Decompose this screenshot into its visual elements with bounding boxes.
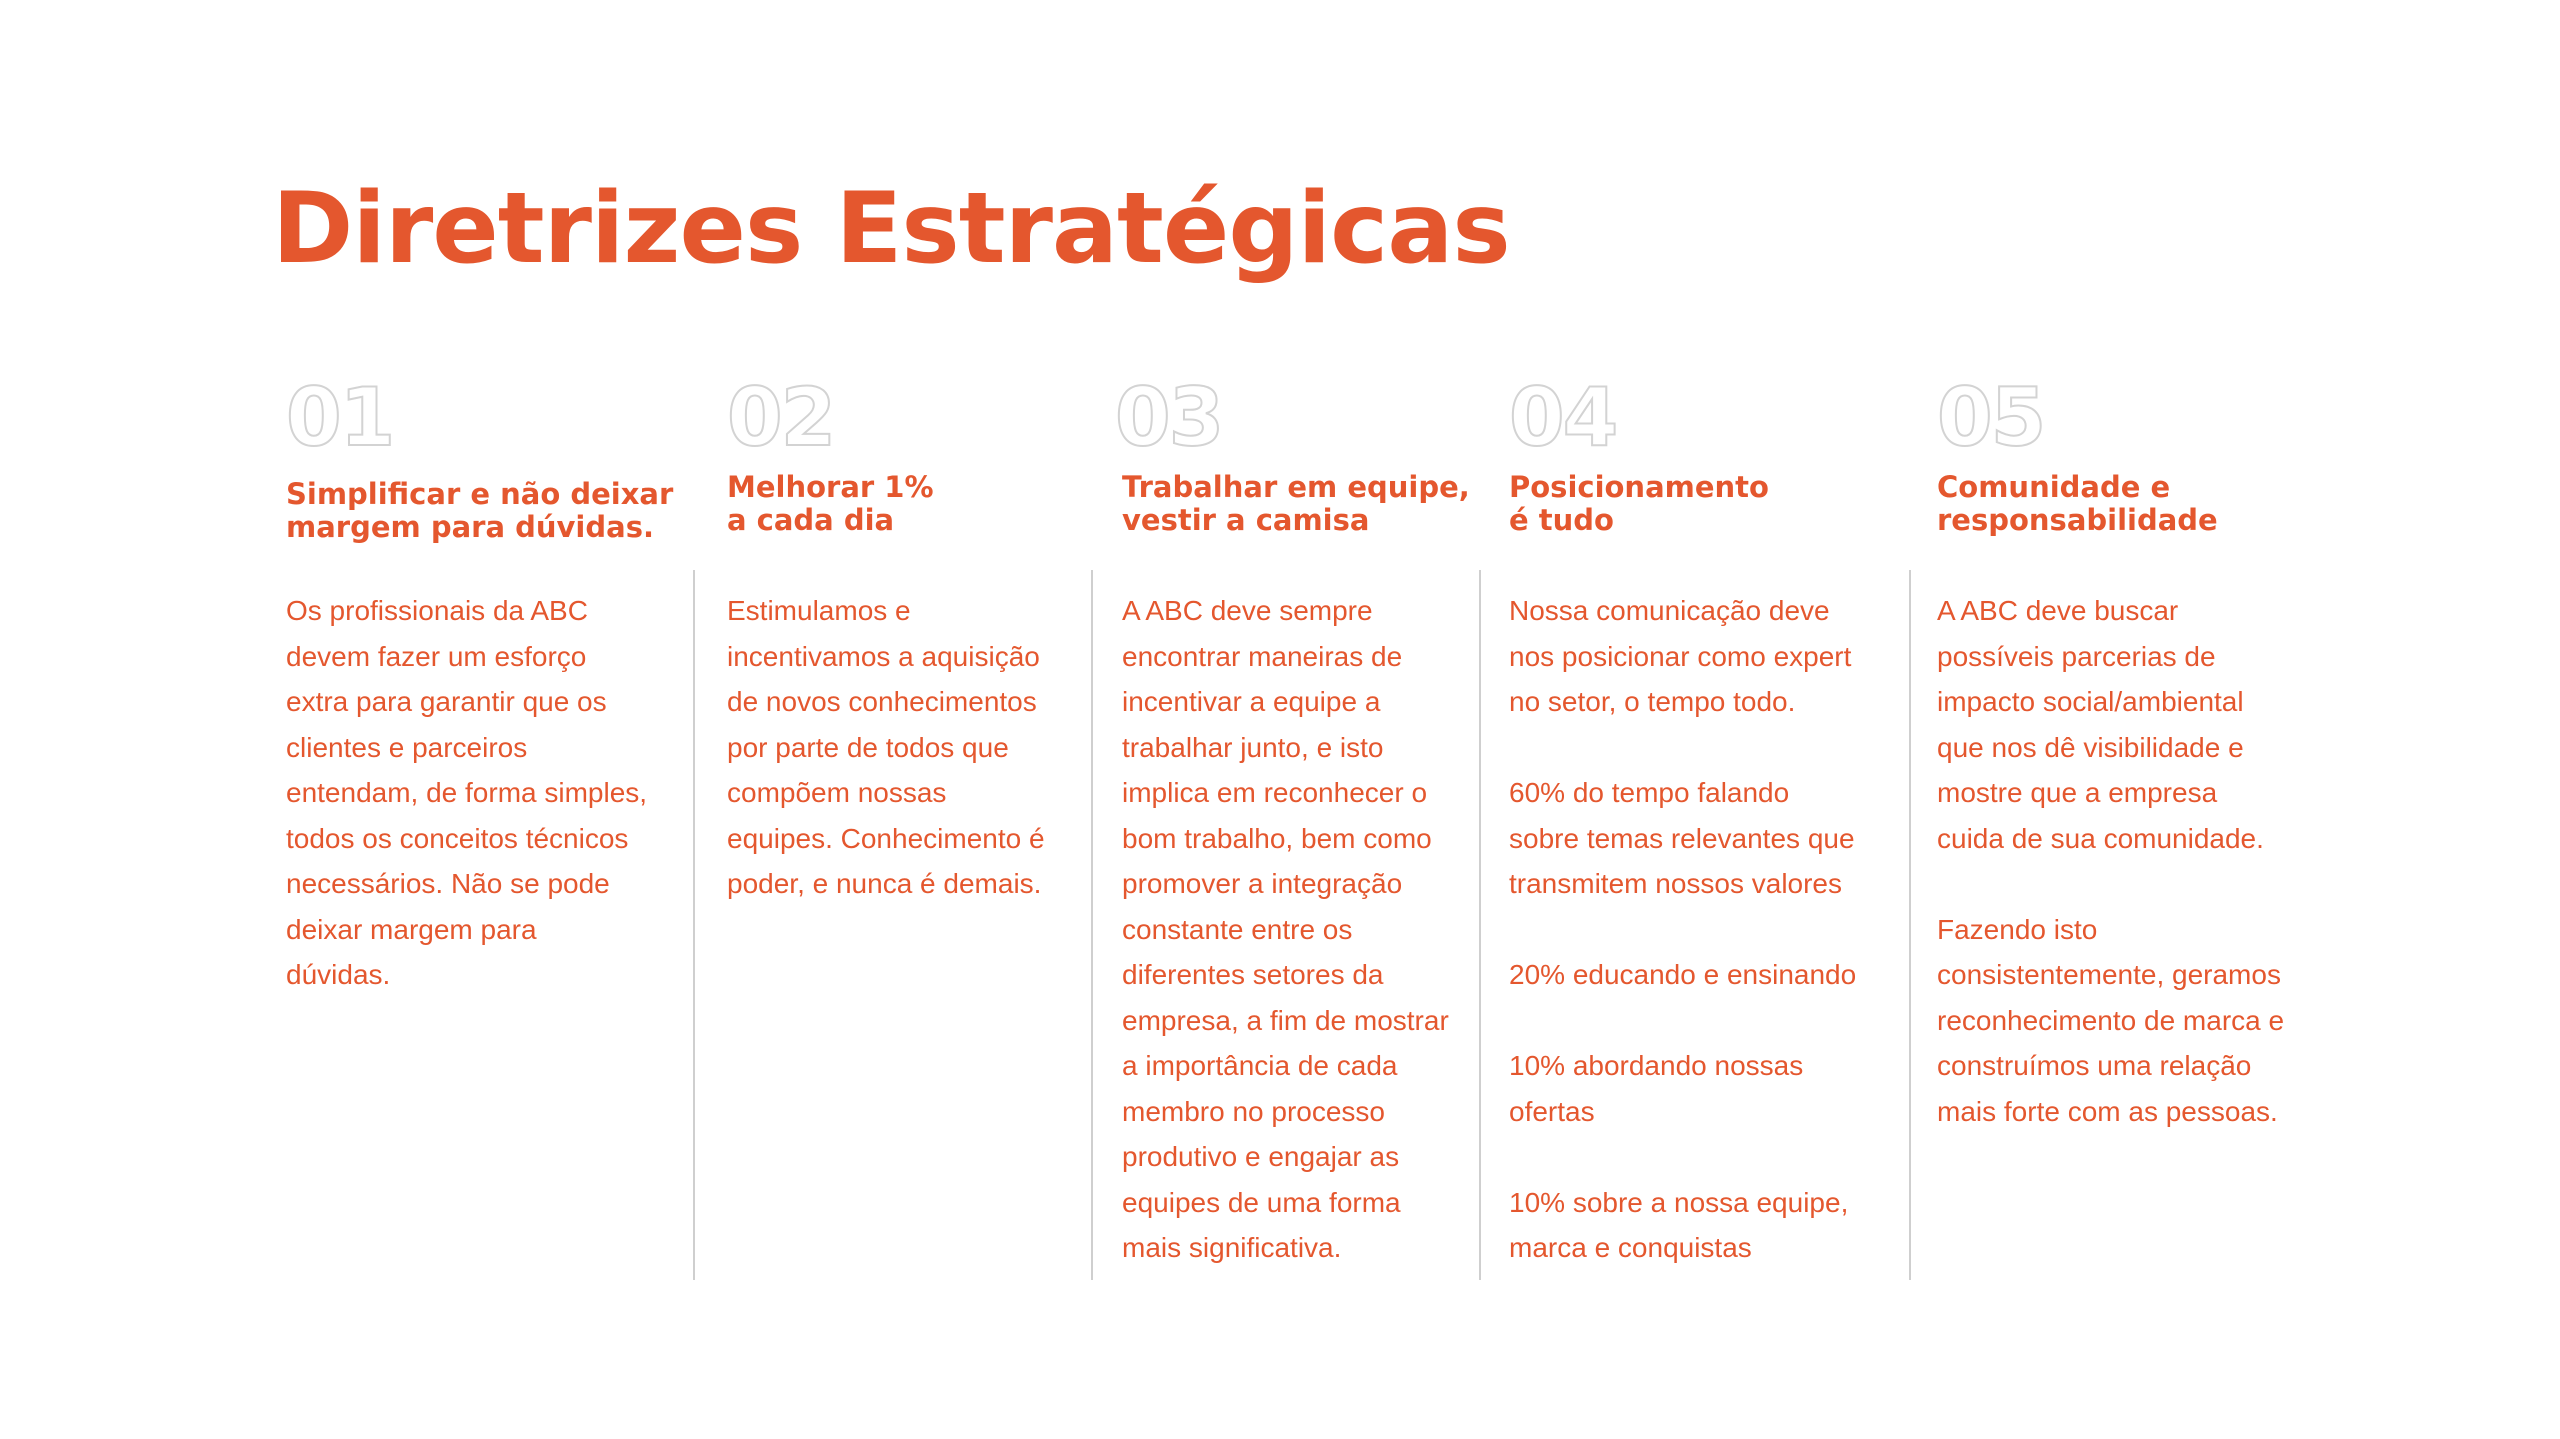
body-line: necessários. Não se pode: [286, 868, 610, 899]
page-title: Diretrizes Estratégicas: [272, 172, 1510, 286]
body-line: compõem nossas: [727, 777, 947, 808]
body-line: implica em reconhecer o: [1122, 777, 1428, 808]
column-divider: [693, 570, 695, 1280]
guideline-body: [1122, 588, 1449, 1271]
heading-line: Simplificar e não deixar: [286, 477, 674, 511]
body-line: deixar margem para: [286, 913, 537, 945]
guideline-number: 05: [1937, 371, 2045, 464]
body-line: clientes e parceiros: [286, 731, 528, 763]
paragraph-gap: [1509, 907, 1856, 953]
body-line: a importância de cada: [1122, 1050, 1398, 1081]
column-divider: [1091, 570, 1093, 1280]
guideline-heading: [1122, 471, 1470, 537]
guideline-heading: [286, 478, 673, 544]
paragraph-gap: [1509, 998, 1856, 1044]
heading-line: Trabalhar em equipe,: [1122, 470, 1470, 504]
body-line: membro no processo: [1122, 1095, 1386, 1127]
body-line: sobre temas relevantes que: [1509, 822, 1855, 854]
body-line: 60% do tempo falando: [1509, 777, 1790, 808]
body-line: todos os conceitos técnicos: [286, 822, 629, 854]
heading-line: responsabilidade: [1937, 503, 2218, 537]
body-line: empresa, a fim de mostrar: [1122, 1004, 1449, 1036]
body-line: diferentes setores da: [1122, 959, 1384, 990]
paragraph-gap: [1509, 725, 1856, 771]
guideline-body: [1937, 588, 2284, 1134]
guideline-heading: [1509, 471, 1769, 537]
heading-line: margem para dúvidas.: [286, 510, 654, 544]
body-line: A ABC deve sempre: [1122, 595, 1373, 626]
body-line: mostre que a empresa: [1937, 777, 2218, 808]
body-line: marca e conquistas: [1509, 1232, 1752, 1263]
body-line: mais forte com as pessoas.: [1937, 1095, 2278, 1127]
body-paragraph: [1509, 588, 1856, 725]
body-line: reconhecimento de marca e: [1937, 1004, 2285, 1036]
heading-line: vestir a camisa: [1122, 503, 1370, 537]
body-line: incentivamos a aquisição: [727, 640, 1040, 672]
body-line: extra para garantir que os: [286, 686, 607, 717]
guideline-heading: [1937, 471, 2218, 537]
body-line: construímos uma relação: [1937, 1050, 2252, 1081]
body-line: entendam, de forma simples,: [286, 777, 648, 808]
body-paragraph: [1509, 1043, 1856, 1134]
body-line: possíveis parcerias de: [1937, 640, 2216, 672]
paragraph-gap: [1509, 1134, 1856, 1180]
body-line: constante entre os: [1122, 913, 1353, 945]
body-line: de novos conhecimentos: [727, 686, 1037, 717]
body-paragraph: [1509, 770, 1856, 907]
body-line: cuida de sua comunidade.: [1937, 822, 2264, 854]
column-divider: [1909, 570, 1911, 1280]
body-line: por parte de todos que: [727, 731, 1009, 763]
body-line: dúvidas.: [286, 959, 391, 990]
body-line: no setor, o tempo todo.: [1509, 686, 1796, 717]
body-paragraph: [286, 588, 647, 998]
guideline-number: 04: [1509, 371, 1617, 464]
body-line: encontrar maneiras de: [1122, 640, 1403, 672]
guideline-heading: [727, 471, 934, 537]
body-line: 10% abordando nossas: [1509, 1050, 1804, 1081]
body-line: bom trabalho, bem como: [1122, 822, 1432, 854]
body-line: Os profissionais da ABC: [286, 595, 588, 626]
body-line: Fazendo isto: [1937, 913, 2098, 945]
guideline-body: [727, 588, 1045, 907]
body-line: devem fazer um esforço: [286, 640, 587, 672]
body-line: impacto social/ambiental: [1937, 686, 2244, 717]
body-paragraph: [1122, 588, 1449, 1271]
body-line: incentivar a equipe a: [1122, 686, 1381, 717]
body-paragraph: [1937, 588, 2284, 861]
body-line: 10% sobre a nossa equipe,: [1509, 1186, 1849, 1218]
guideline-number: 02: [727, 371, 835, 464]
body-line: poder, e nunca é demais.: [727, 868, 1042, 899]
body-line: consistentemente, geramos: [1937, 959, 2281, 990]
guideline-number: 03: [1115, 371, 1223, 464]
body-line: transmitem nossos valores: [1509, 868, 1843, 899]
body-paragraph: [727, 588, 1045, 907]
heading-line: é tudo: [1509, 503, 1614, 537]
body-line: mais significativa.: [1122, 1232, 1342, 1263]
body-line: promover a integração: [1122, 868, 1403, 899]
column-divider: [1479, 570, 1481, 1280]
heading-line: Melhorar 1%: [727, 470, 934, 504]
body-line: nos posicionar como expert: [1509, 640, 1852, 672]
body-line: trabalhar junto, e isto: [1122, 731, 1384, 763]
paragraph-gap: [1937, 861, 2284, 907]
body-paragraph: [1509, 952, 1856, 998]
body-line: produtivo e engajar as: [1122, 1141, 1400, 1172]
body-line: A ABC deve buscar: [1937, 595, 2179, 626]
heading-line: Posicionamento: [1509, 470, 1769, 504]
body-line: equipes. Conhecimento é: [727, 822, 1045, 854]
guideline-body: [1509, 588, 1856, 1271]
body-line: que nos dê visibilidade e: [1937, 731, 2244, 763]
guideline-body: [286, 588, 647, 998]
body-paragraph: [1509, 1180, 1856, 1271]
heading-line: a cada dia: [727, 503, 895, 537]
body-line: equipes de uma forma: [1122, 1186, 1401, 1218]
heading-line: Comunidade e: [1937, 470, 2171, 504]
body-paragraph: [1937, 907, 2284, 1135]
guideline-number: 01: [286, 371, 394, 464]
body-line: ofertas: [1509, 1095, 1595, 1127]
body-line: Nossa comunicação deve: [1509, 595, 1830, 626]
body-line: 20% educando e ensinando: [1509, 959, 1857, 990]
body-line: Estimulamos e: [727, 595, 911, 626]
